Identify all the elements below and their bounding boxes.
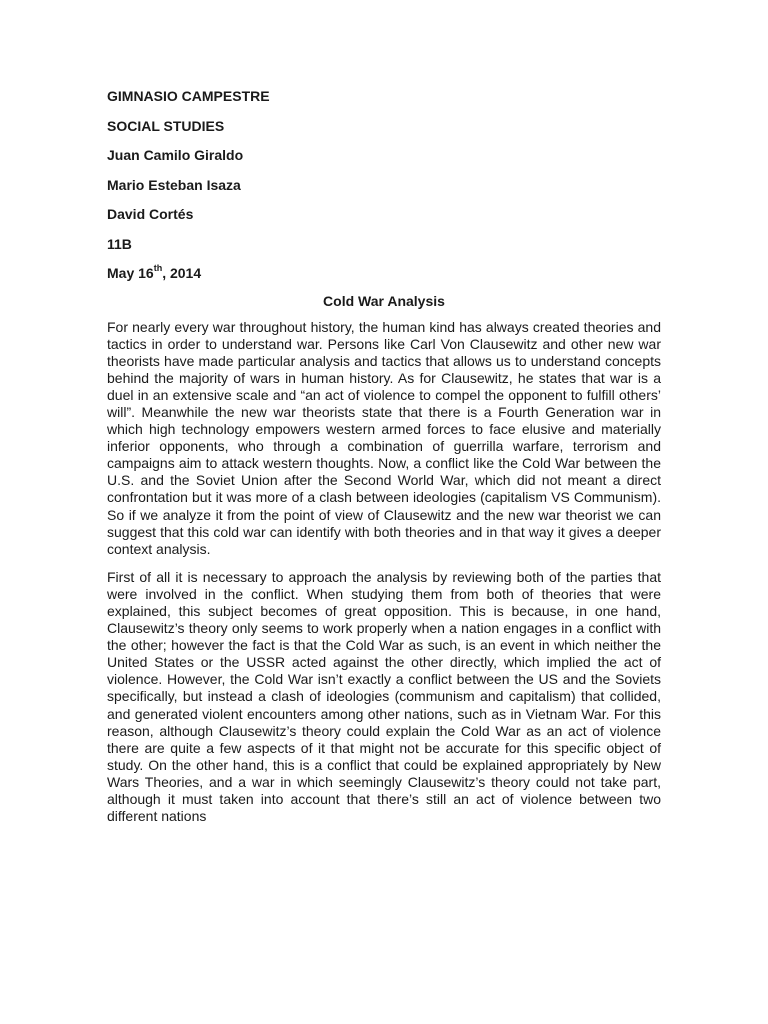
body-paragraph: For nearly every war throughout history, the human kind has always created theories and tactics in order to understand war. Persons like Carl Von Clausewitz and other new war theorists have made particular analysis and tactics that allows us to understand concepts behind the majority of wars in human history. As for Clausewitz, he states that war is a duel in an extensive scale and “an act of violence to compel the opponent to fulfill others’ will”. Meanwhile the new war theorists state that there is a Fourth Generation war in which high technology empowers western armed forces to face elusive and materially inferior opponents, who through a combination of guerrilla warfare, terrorism and campaigns aim to attack western thoughts. Now, a conflict like the Cold War between the U.S. and the Soviet Union after the Second World War, which did not meant a direct confrontation but it was more of a clash between ideologies (capitalism VS Communism). So if we analyze it from the point of view of Clausewitz and the new war theorist we can suggest that this cold war can identify with both theories and in that way it gives a deeper context analysis.: [107, 318, 661, 557]
author-name: David Cortés: [107, 206, 194, 222]
author-name: Mario Esteban Isaza: [107, 176, 241, 193]
date-line: [107, 265, 661, 281]
subject-name: SOCIAL STUDIES: [107, 117, 225, 134]
document-title: Cold War Analysis: [323, 292, 445, 309]
date-prefix: May 16: [107, 265, 154, 281]
school-name: GIMNASIO CAMPESTRE: [107, 88, 270, 104]
body-paragraph: First of all it is necessary to approach the analysis by reviewing both of the parties that were involved in the conflict. When studying them from both of theories that were explained, this subject becomes of great opposition. This is because, in one hand, Clausewitz’s theory only seems to work properly when a nation engages in a conflict with the other; however the fact is that the Cold War as such, is an event in which neither the United States or the USSR acted against the other directly, which implied the act of violence. However, the Cold War isn’t exactly a conflict between the US and the Soviets specifically, but instead a clash of ideologies (communism and capitalism) that collided, and generated violent encounters among other nations, such as in Vietnam War. For this reason, although Clausewitz’s theory could explain the Cold War as an act of violence there are quite a few aspects of it that might not be accurate for this specific object of study. On the other hand, this is a conflict that could be explained appropriately by New Wars Theories, and a war in which seemingly Clausewitz’s theory could not take part, although it must taken into account that there’s still an act of violence between two different nations: [107, 568, 661, 825]
author-name: Juan Camilo Giraldo: [107, 147, 244, 163]
grade-label: 11B: [107, 235, 132, 252]
date-year: , 2014: [162, 265, 202, 281]
date-ordinal-suffix: th: [153, 263, 163, 274]
